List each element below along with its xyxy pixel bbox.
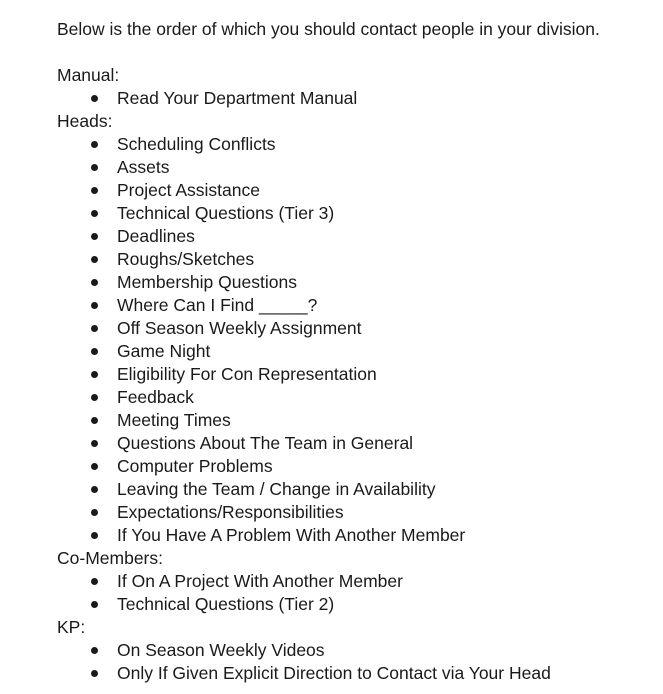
section-heading: Heads:	[57, 111, 113, 131]
list-item	[57, 662, 657, 685]
list-item-text: Scheduling Conflicts	[117, 134, 276, 154]
list-item	[57, 386, 657, 409]
list-item-text: Deadlines	[117, 226, 195, 246]
bullet-icon	[91, 417, 98, 424]
section-heading: Co-Members:	[57, 548, 163, 568]
list-item-text: Technical Questions (Tier 2)	[117, 594, 335, 614]
list-item-text: Roughs/Sketches	[117, 249, 255, 269]
intro-text: Below is the order of which you should contact people in your division.	[57, 19, 600, 39]
bullet-icon	[91, 210, 98, 217]
bullet-icon	[91, 532, 98, 539]
bullet-icon	[91, 601, 98, 608]
list-item	[57, 340, 657, 363]
section-kp	[57, 616, 657, 685]
list-item	[57, 363, 657, 386]
section-heading: Manual:	[57, 65, 120, 85]
list-item-text: Eligibility For Con Representation	[117, 364, 377, 384]
list-item-text: Off Season Weekly Assignment	[117, 318, 362, 338]
bullet-icon	[91, 486, 98, 493]
list-item-text: Read Your Department Manual	[117, 88, 358, 108]
list-item-text: Computer Problems	[117, 456, 273, 476]
list-item	[57, 478, 657, 501]
list-item	[57, 271, 657, 294]
list-item-text: Meeting Times	[117, 410, 231, 430]
list-item	[57, 593, 657, 616]
list-item	[57, 317, 657, 340]
section-manual	[57, 64, 657, 110]
list-item	[57, 133, 657, 156]
list-item	[57, 248, 657, 271]
bullet-icon	[91, 348, 98, 355]
list-item-text: Technical Questions (Tier 3)	[117, 203, 335, 223]
bullet-icon	[91, 670, 98, 677]
bullet-icon	[91, 256, 98, 263]
section-heads	[57, 110, 657, 547]
bullet-icon	[91, 578, 98, 585]
list-item	[57, 294, 657, 317]
bullet-icon	[91, 279, 98, 286]
list-item	[57, 409, 657, 432]
list-item-text: Membership Questions	[117, 272, 297, 292]
list-item-text: Where Can I Find _____?	[117, 295, 318, 315]
bullet-icon	[91, 440, 98, 447]
bullet-icon	[91, 164, 98, 171]
list-item-text: If On A Project With Another Member	[117, 571, 403, 591]
list-item-text: Assets	[117, 157, 170, 177]
list-item-text: Expectations/Responsibilities	[117, 502, 344, 522]
bullet-icon	[91, 463, 98, 470]
bullet-list	[57, 639, 657, 685]
list-item	[57, 156, 657, 179]
bullet-icon	[91, 325, 98, 332]
list-item	[57, 432, 657, 455]
bullet-list	[57, 133, 657, 547]
list-item	[57, 455, 657, 478]
section-co-members	[57, 547, 657, 616]
list-item-text: Project Assistance	[117, 180, 260, 200]
list-item	[57, 87, 657, 110]
bullet-list	[57, 570, 657, 616]
bullet-icon	[91, 509, 98, 516]
section-heading: KP:	[57, 617, 86, 637]
bullet-icon	[91, 394, 98, 401]
list-item	[57, 524, 657, 547]
list-item-text: Game Night	[117, 341, 211, 361]
list-item	[57, 570, 657, 593]
list-item	[57, 639, 657, 662]
list-item	[57, 225, 657, 248]
bullet-icon	[91, 141, 98, 148]
bullet-icon	[91, 95, 98, 102]
blank-line	[57, 41, 657, 64]
list-item-text: Questions About The Team in General	[117, 433, 414, 453]
list-item-text: On Season Weekly Videos	[117, 640, 325, 660]
document-body	[57, 18, 657, 685]
bullet-icon	[91, 233, 98, 240]
contact-sections	[57, 64, 657, 685]
bullet-icon	[91, 371, 98, 378]
list-item	[57, 179, 657, 202]
bullet-list	[57, 87, 657, 110]
list-item-text: Leaving the Team / Change in Availability	[117, 479, 436, 499]
list-item-text: Feedback	[117, 387, 194, 407]
list-item-text: Only If Given Explicit Direction to Contact via Your Head	[117, 663, 551, 683]
list-item-text: If You Have A Problem With Another Member	[117, 525, 466, 545]
list-item	[57, 202, 657, 225]
bullet-icon	[91, 647, 98, 654]
bullet-icon	[91, 187, 98, 194]
list-item	[57, 501, 657, 524]
bullet-icon	[91, 302, 98, 309]
